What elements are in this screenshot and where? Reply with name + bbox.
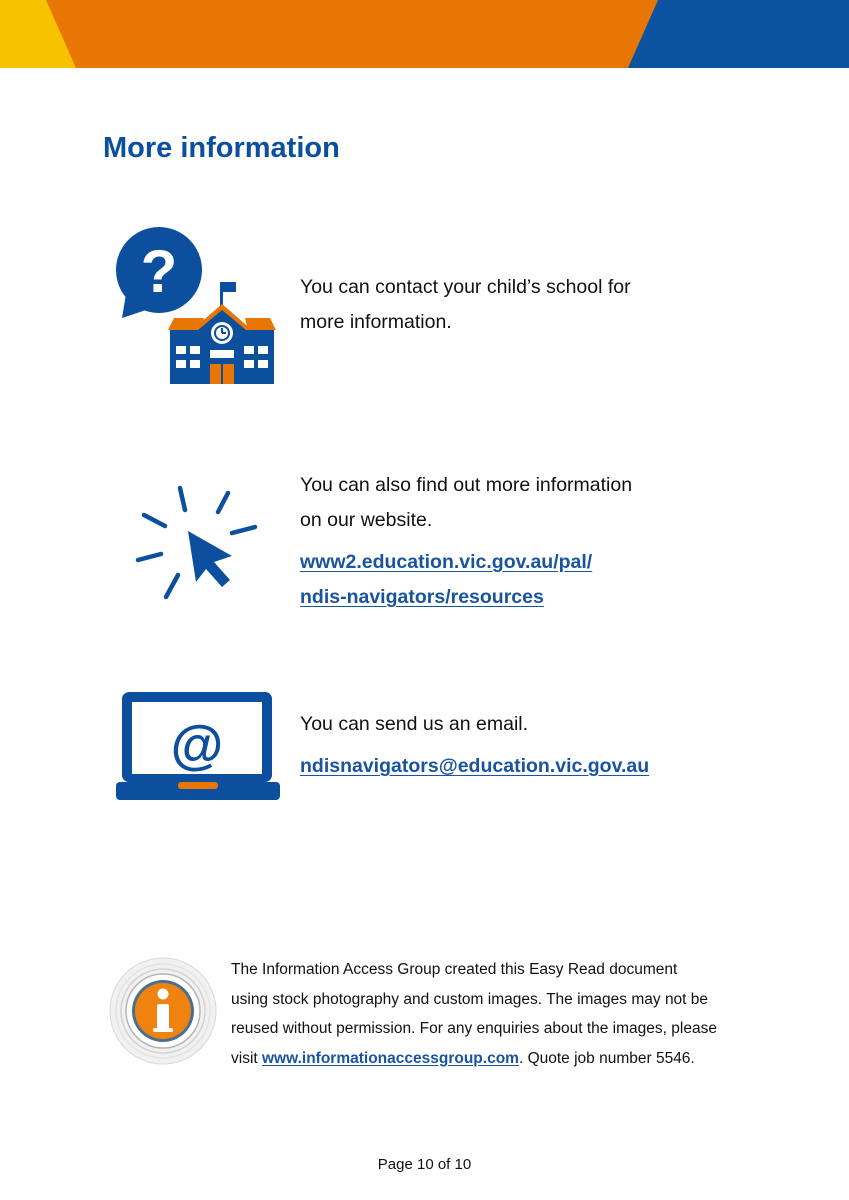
- text-line: more information.: [300, 311, 452, 333]
- image-credit-text: [231, 955, 791, 1073]
- laptop-email-icon: [116, 690, 280, 802]
- information-icon: [108, 956, 218, 1066]
- svg-text:@: @: [170, 715, 224, 775]
- page-title: More information: [103, 132, 340, 164]
- email-link[interactable]: ndisnavigators@education.vic.gov.au: [300, 755, 650, 777]
- credit-line: The Information Access Group created this Easy Read document: [231, 961, 678, 978]
- email-text: [300, 707, 649, 784]
- credit-line: reused without permission. For any enquiries about the images, please: [231, 1020, 717, 1037]
- website-text: [300, 468, 632, 615]
- text-line: on our website.: [300, 509, 433, 531]
- page-number: Page 10 of 10: [377, 1156, 472, 1173]
- text-line: You can also find out more information: [300, 474, 633, 496]
- svg-text:?: ?: [140, 238, 178, 305]
- school-contact-text: [300, 270, 631, 340]
- credit-line: [231, 1044, 791, 1074]
- credit-prefix: visit: [231, 1049, 262, 1067]
- website-link-continued[interactable]: ndis-navigators/resources: [300, 586, 544, 608]
- header-banner: [0, 0, 849, 68]
- cursor-click-icon: [134, 484, 262, 604]
- text-line: You can contact your child’s school for: [300, 276, 631, 298]
- credit-line: using stock photography and custom images. The images may not be: [231, 990, 709, 1008]
- information-access-group-link[interactable]: www.informationaccessgroup.com: [262, 1049, 519, 1067]
- text-line: You can send us an email.: [300, 713, 529, 735]
- school-question-icon: [112, 226, 278, 386]
- credit-suffix: . Quote job number 5546.: [518, 1049, 695, 1067]
- website-link[interactable]: www2.education.vic.gov.au/pal/: [300, 551, 593, 573]
